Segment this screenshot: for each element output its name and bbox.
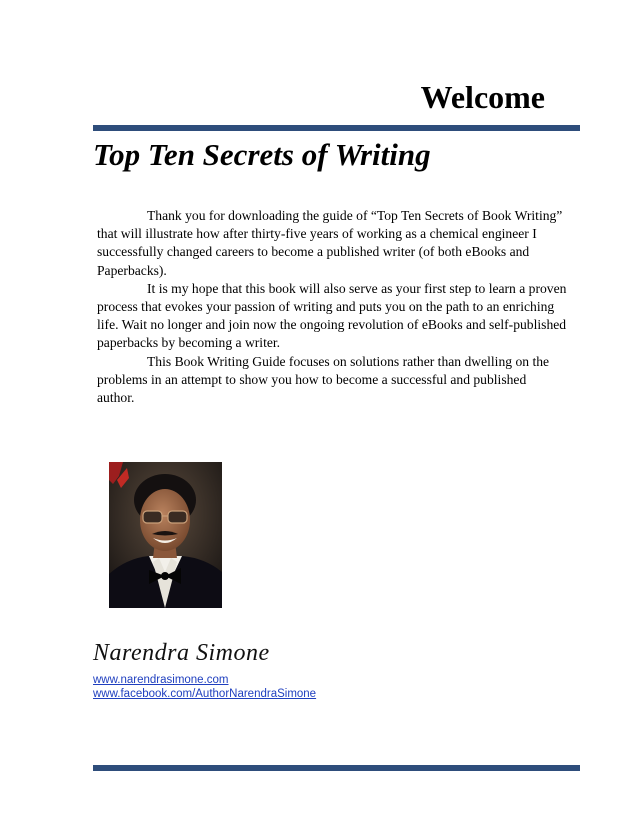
paragraph-2: It is my hope that this book will also serve as your first step to learn a proven process that evokes your passion of writing and puts you on the path to an enriching life. Wait no longer and join now the ongoing revolution of eBooks and self-published paperbacks by becoming a writer. <box>97 280 567 351</box>
facebook-link[interactable]: www.facebook.com/AuthorNarendraSimone <box>93 688 317 700</box>
author-links <box>93 673 316 701</box>
body-text <box>97 207 567 407</box>
paragraph-3: This Book Writing Guide focuses on solutions rather than dwelling on the problems in an attempt to show you how to become a successful and published author. <box>97 353 550 406</box>
author-signature: Narendra Simone <box>93 640 270 666</box>
author-photo <box>109 462 222 608</box>
author-portrait-image <box>109 462 222 608</box>
document-title: Top Ten Secrets of Writing <box>93 137 431 172</box>
page-heading: Welcome <box>420 79 545 115</box>
top-divider <box>93 125 580 131</box>
website-link[interactable]: www.narendrasimone.com <box>93 674 229 686</box>
bottom-divider <box>93 765 580 771</box>
paragraph-1: Thank you for downloading the guide of “Top Ten Secrets of Book Writing” that will illustrate how after thirty-five years of working as a chemical engineer I successfully changed careers to become a published writer (of both eBooks and Paperbacks). <box>97 208 563 278</box>
